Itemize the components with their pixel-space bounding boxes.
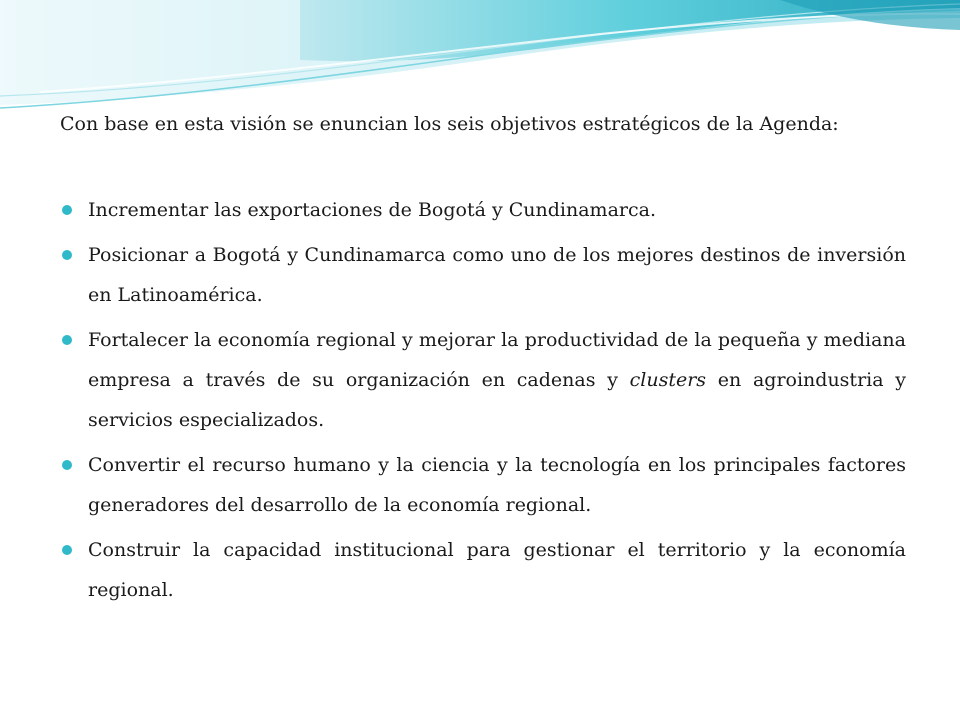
list-item-text: Convertir el recurso humano y la ciencia y la tecnología en los principales factores generadores del desarrollo de la economía regional. — [88, 454, 906, 516]
list-item-text-before: Fortalecer la economía regional y mejorar la productividad de la pequeña y mediana empresa a través de su organización en cadenas y — [88, 329, 906, 391]
list-item — [60, 445, 906, 525]
intro-paragraph: Con base en esta visión se enuncian los seis objetivos estratégicos de la Agenda: — [60, 113, 839, 135]
list-item-text: Posicionar a Bogotá y Cundinamarca como uno de los mejores destinos de inversión en Latinoamérica. — [88, 244, 906, 306]
list-item-text-after: en agroindustria y servicios especializados. — [88, 369, 906, 431]
list-item — [60, 235, 906, 315]
list-item-text: Incrementar las exportaciones de Bogotá y Cundinamarca. — [88, 199, 656, 221]
bullet-dot-icon — [62, 545, 72, 555]
list-item — [60, 190, 906, 230]
objectives-list — [60, 190, 906, 610]
bullet-dot-icon — [62, 250, 72, 260]
list-item-text: Construir la capacidad institucional para gestionar el territorio y la economía regional. — [88, 539, 906, 601]
bullet-dot-icon — [62, 205, 72, 215]
slide-content — [60, 104, 906, 615]
bullet-dot-icon — [62, 335, 72, 345]
list-item — [60, 320, 906, 440]
bullet-dot-icon — [62, 460, 72, 470]
list-item — [60, 530, 906, 610]
list-item-text-italic: clusters — [629, 369, 707, 391]
